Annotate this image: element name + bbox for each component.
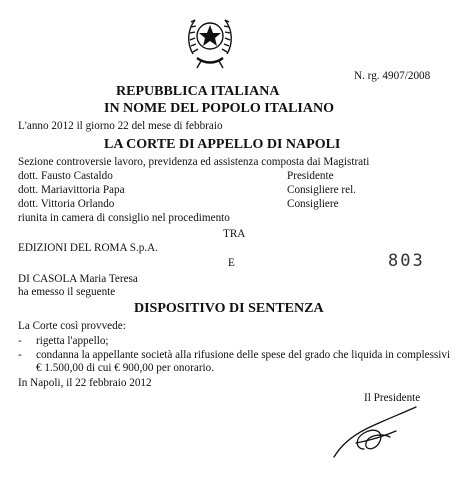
date-line: L'anno 2012 il giorno 22 del mese di febbraio bbox=[18, 120, 223, 132]
judge-role: Consigliere bbox=[287, 198, 339, 210]
court-name: LA CORTE DI APPELLO DI NAPOLI bbox=[104, 137, 341, 152]
place-date: In Napoli, il 22 febbraio 2012 bbox=[18, 377, 152, 389]
party-appellee: DI CASOLA Maria Teresa bbox=[18, 273, 138, 285]
dispositivo-list bbox=[18, 335, 458, 375]
bullet: - bbox=[18, 335, 22, 347]
dispositivo-intro: La Corte così provvede: bbox=[18, 320, 126, 332]
proceeding-intro: riunita in camera di consiglio nel procedimento bbox=[18, 212, 230, 224]
judge-name: dott. Vittoria Orlando bbox=[18, 198, 115, 210]
judge-role: Presidente bbox=[287, 170, 334, 182]
judge-name: dott. Mariavittoria Papa bbox=[18, 184, 125, 196]
title-republic: REPUBBLICA ITALIANA bbox=[116, 84, 280, 99]
list-item-text: rigetta l'appello; bbox=[36, 335, 109, 347]
and-label: E bbox=[228, 257, 235, 269]
judge-name: dott. Fausto Castaldo bbox=[18, 170, 113, 182]
title-people: IN NOME DEL POPOLO ITALIANO bbox=[104, 101, 334, 116]
judge-role: Consigliere rel. bbox=[287, 184, 356, 196]
section-line: Sezione controversie lavoro, previdenza ed assistenza composta dai Magistrati bbox=[18, 156, 370, 168]
issued-line: ha emesso il seguente bbox=[18, 286, 116, 298]
list-item bbox=[18, 335, 458, 348]
list-item-text: condanna la appellante società alla rifusione delle spese del grado che liquida in complessivi € 1.500,00 di cui € 900,00 per onorario. bbox=[36, 349, 451, 374]
list-item bbox=[18, 349, 458, 375]
stamp-number: 803 bbox=[388, 251, 425, 271]
party-appellant: EDIZIONI DEL ROMA S.p.A. bbox=[18, 242, 159, 254]
rg-number: N. rg. 4907/2008 bbox=[354, 70, 431, 82]
between-label: TRA bbox=[223, 228, 246, 240]
signature-title: Il Presidente bbox=[364, 392, 421, 404]
italian-republic-emblem-icon bbox=[183, 8, 237, 70]
handwritten-signature bbox=[326, 403, 426, 463]
bullet: - bbox=[18, 349, 22, 361]
dispositivo-title: DISPOSITIVO DI SENTENZA bbox=[134, 301, 324, 316]
